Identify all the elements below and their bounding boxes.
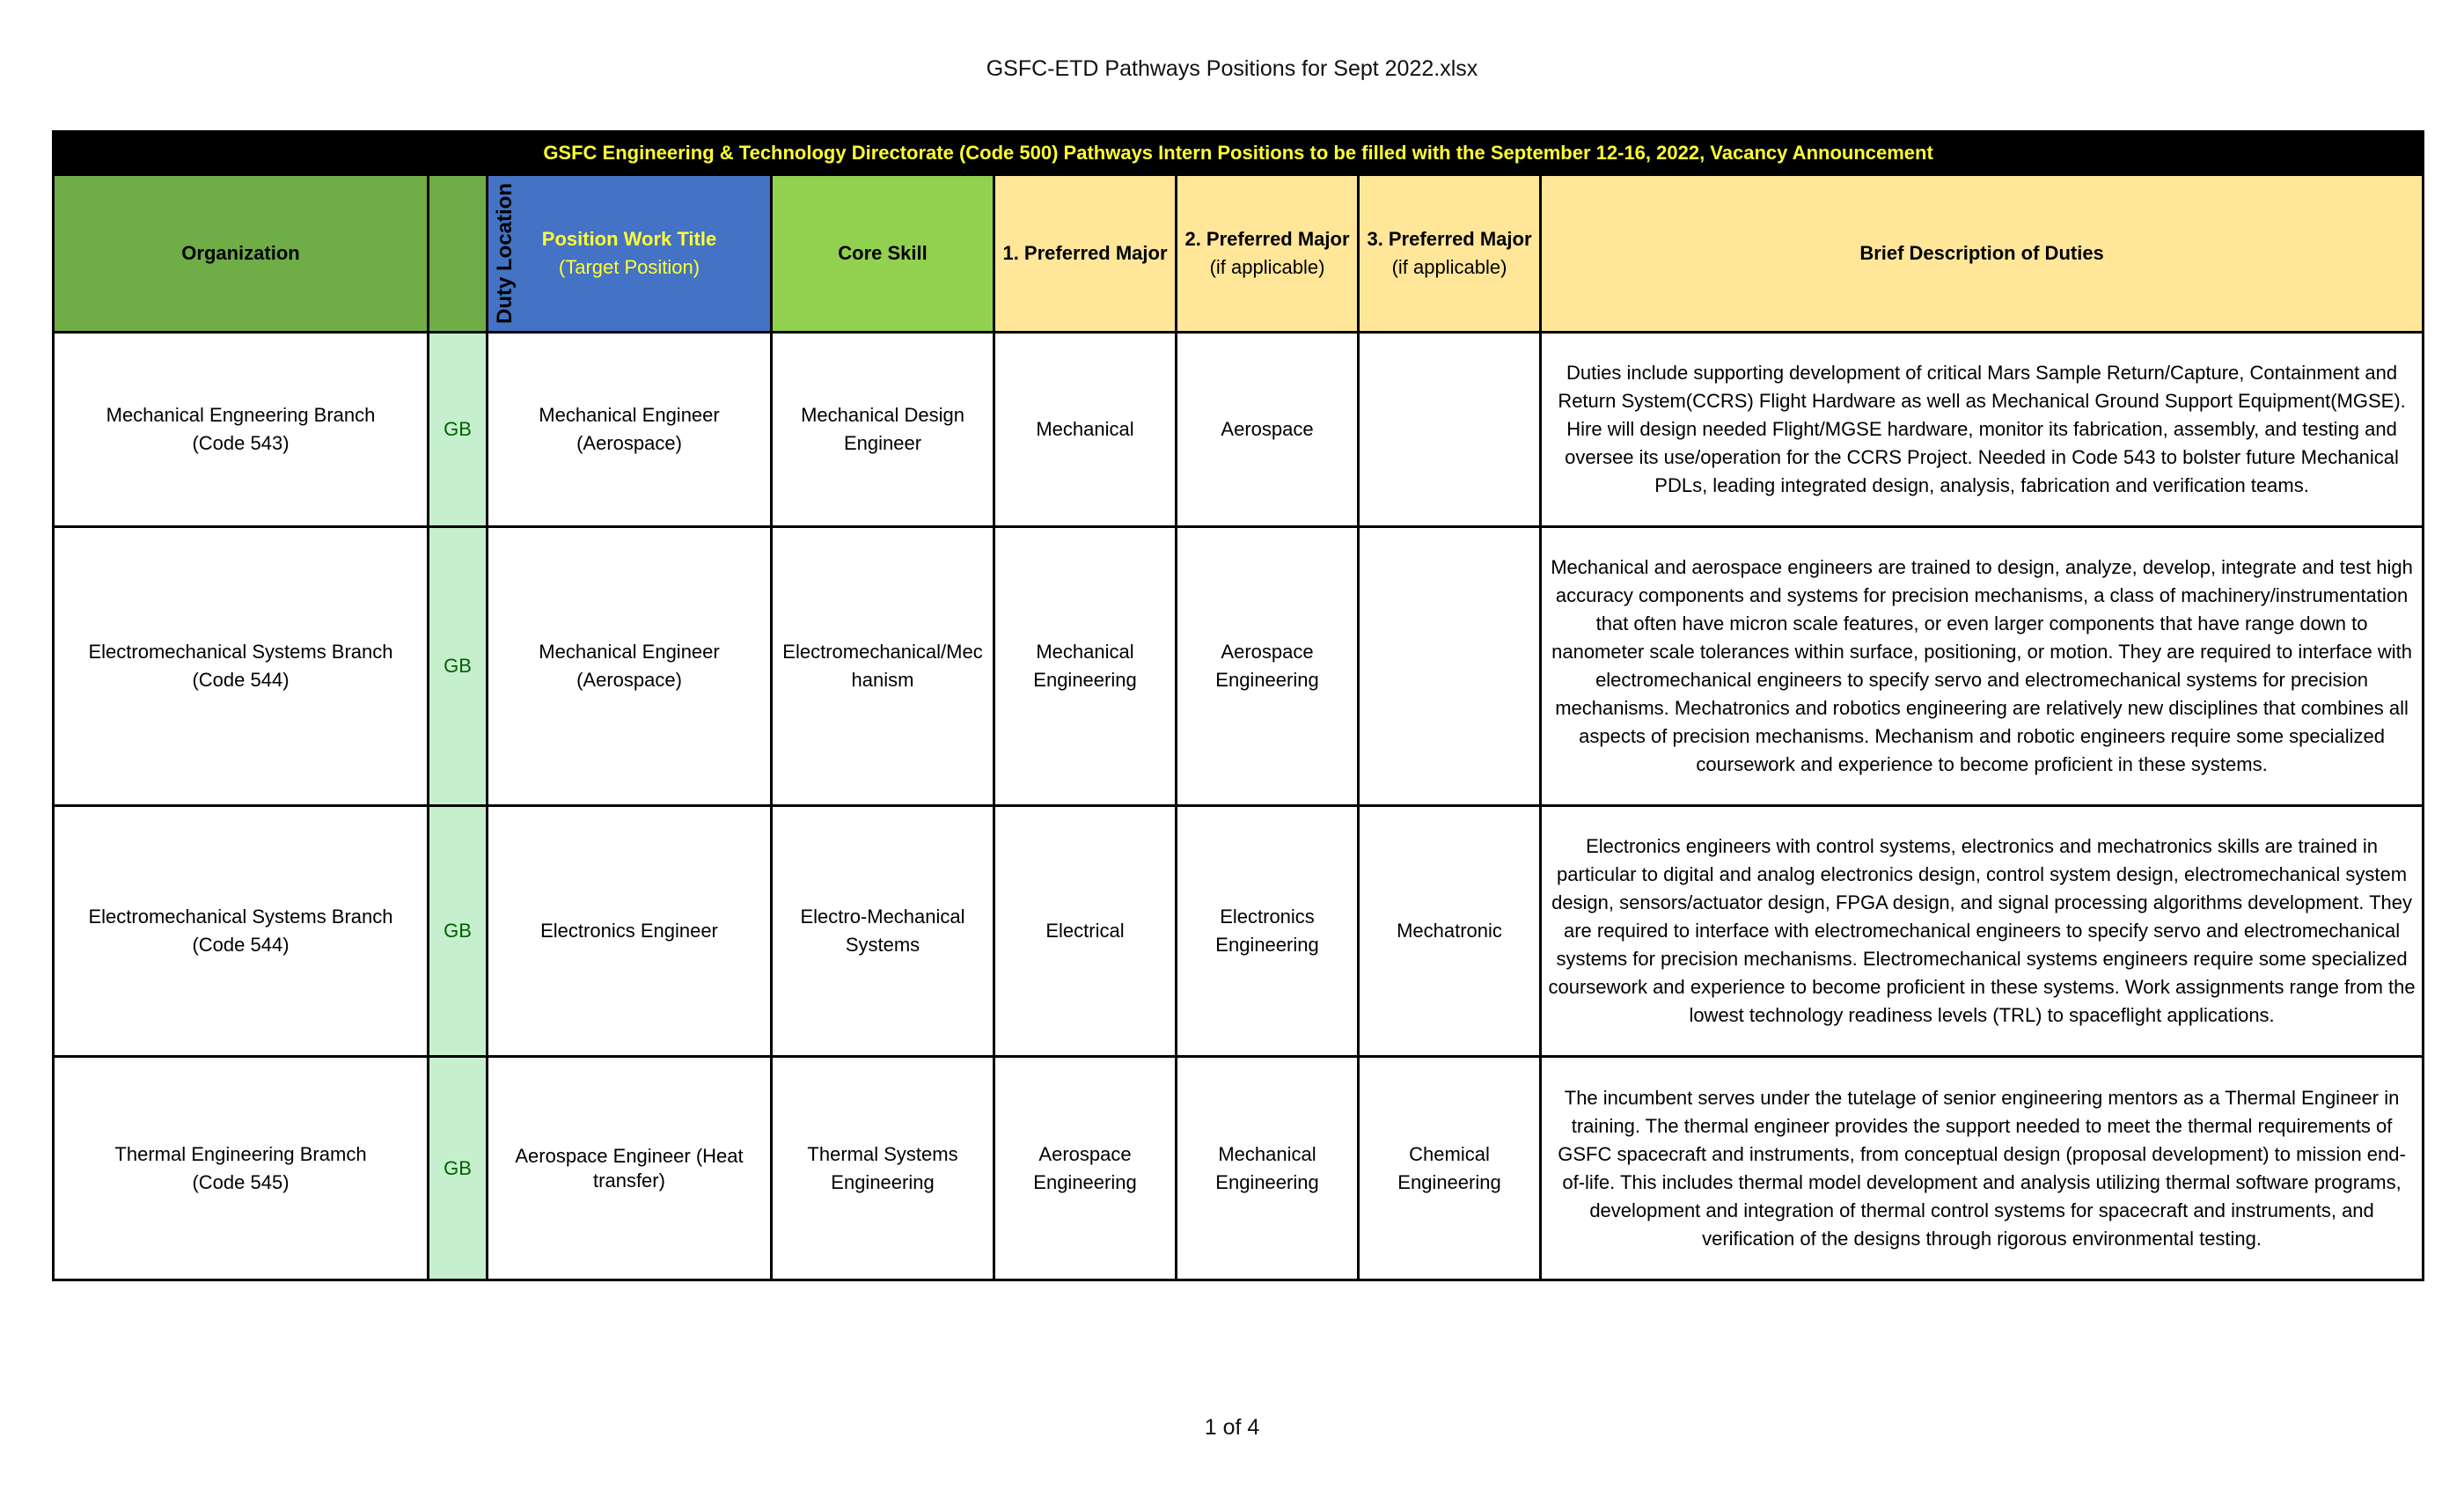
header-major-2-sub: (if applicable) xyxy=(1209,256,1325,278)
header-major-2-label: 2. Preferred Major xyxy=(1184,228,1350,250)
core-skill: Electro-Mechanical xyxy=(800,906,965,928)
cell-major-2 xyxy=(1177,1057,1359,1280)
org-code: (Code 544) xyxy=(192,669,290,691)
header-row xyxy=(54,175,2424,333)
header-position-subtitle: (Target Position) xyxy=(558,256,700,278)
cell-organization xyxy=(54,333,429,527)
cell-major-1 xyxy=(994,333,1177,527)
cell-organization xyxy=(54,1057,429,1280)
major-1-sub: Engineering xyxy=(1033,1170,1137,1193)
header-major-3-sub: (if applicable) xyxy=(1391,256,1507,278)
cell-major-3 xyxy=(1359,333,1541,527)
table-banner: GSFC Engineering & Technology Directorate (Code 500) Pathways Intern Positions to be filled with the September 12-16, 2022, Vacancy Announcement xyxy=(54,132,2424,175)
table-row xyxy=(54,527,2424,806)
position-title: Mechanical Engineer xyxy=(539,641,720,663)
org-name: Electromechanical Systems Branch xyxy=(88,641,393,663)
cell-major-3 xyxy=(1359,527,1541,806)
core-skill: Mechanical Design xyxy=(801,404,964,426)
org-code: (Code 545) xyxy=(192,1170,290,1193)
major-1-sub: Engineering xyxy=(1033,669,1137,691)
cell-duty-location: GB xyxy=(429,1057,488,1280)
cell-description: Electronics engineers with control systems, electronics and mechatronics skills are trained in particular to digital and analog electronics design, control system design, electromechanical system design, sensors/actuator design, FPGA design, and signal processing algorithms development. They are required to interface with electromechanical engineers to specify servo and electromechanical systems for precision mechanisms. Electromechanical systems engineers require some specialized coursework and experience to become proficient in these systems. Work assignments range from the lowest technology readiness levels (TRL) to spaceflight applications. xyxy=(1541,806,2424,1057)
major-3: Mechatronic xyxy=(1397,920,1502,942)
document-title: GSFC-ETD Pathways Positions for Sept 2022.xlsx xyxy=(986,56,1478,81)
page-number: 1 of 4 xyxy=(1204,1415,1260,1440)
header-description: Brief Description of Duties xyxy=(1541,175,2424,333)
major-2: Mechanical xyxy=(1218,1142,1316,1165)
cell-major-2 xyxy=(1177,527,1359,806)
header-major-3-label: 3. Preferred Major xyxy=(1367,228,1532,250)
major-2: Aerospace xyxy=(1221,641,1314,663)
cell-major-2 xyxy=(1177,333,1359,527)
cell-major-2 xyxy=(1177,806,1359,1057)
org-name: Mechanical Engneering Branch xyxy=(106,404,376,426)
cell-duty-location: GB xyxy=(429,806,488,1057)
header-major-3 xyxy=(1359,175,1541,333)
core-skill: Electromechanical/Mec xyxy=(782,641,983,663)
major-2: Electronics xyxy=(1220,906,1315,928)
core-skill-sub: hanism xyxy=(851,669,914,691)
table-row xyxy=(54,333,2424,527)
position-title: Electronics Engineer xyxy=(540,920,718,942)
core-skill-sub: Engineer xyxy=(843,432,922,454)
core-skill-sub: Systems xyxy=(845,934,920,956)
header-duty-location-label: Duty Location xyxy=(493,183,517,324)
cell-organization xyxy=(54,527,429,806)
major-2-sub: Engineering xyxy=(1215,669,1319,691)
major-1: Electrical xyxy=(1045,920,1125,942)
cell-major-3 xyxy=(1359,806,1541,1057)
positions-table xyxy=(52,130,2424,1281)
org-code: (Code 544) xyxy=(192,934,290,956)
cell-core-skill xyxy=(772,1057,994,1280)
cell-major-1 xyxy=(994,527,1177,806)
major-1: Aerospace xyxy=(1038,1142,1132,1165)
major-1: Mechanical xyxy=(1036,418,1134,440)
cell-description: Mechanical and aerospace engineers are trained to design, analyze, develop, integrate and test high accuracy components and systems for precision mechanisms, a class of machinery/instrumentation that often have micron scale features, or even larger components that have range down to nanometer scale tolerances within surface, positioning, or motion. They are required to interface with electromechanical engineers to specify servo and electromechanical systems for precision mechanisms. Mechatronics and robotics engineering are relatively new disciplines that combines all aspects of precision mechanisms. Mechanism and robotic engineers require some specialized coursework and experience to become proficient in these systems. xyxy=(1541,527,2424,806)
major-2-sub: Engineering xyxy=(1215,1170,1319,1193)
major-1: Mechanical xyxy=(1036,641,1134,663)
cell-position xyxy=(488,806,772,1057)
header-duty-location xyxy=(429,175,517,333)
major-2: Aerospace xyxy=(1221,418,1314,440)
cell-description: Duties include supporting development of critical Mars Sample Return/Capture, Containment and Return System(CCRS) Flight Hardware as well as Mechanical Ground Support Equipment(MGSE). Hire will design needed Flight/MGSE hardware, monitor its fabrication, assembly, and testing and oversee its use/operation for the CCRS Project. Needed in Code 543 to bolster future Mechanical PDLs, leading integrated design, analysis, fabrication and verification teams. xyxy=(1541,333,2424,527)
cell-description: The incumbent serves under the tutelage of senior engineering mentors as a Thermal Engineer in training. The thermal engineer provides the support needed to meet the thermal requirements of GSFC spacecraft and instruments, from conceptual design (proposal development) to mission end-of-life. This includes thermal model development and analysis utilizing thermal software programs, development and integration of thermal control systems for spacecraft and instruments, and verification of the designs through rigorous environmental testing. xyxy=(1541,1057,2424,1280)
cell-position xyxy=(488,527,772,806)
cell-duty-location: GB xyxy=(429,527,488,806)
position-title: Aerospace Engineer (Heat xyxy=(515,1144,744,1167)
major-3: Chemical xyxy=(1409,1142,1490,1165)
header-organization: Organization xyxy=(54,175,429,333)
cell-major-3 xyxy=(1359,1057,1541,1280)
position-title: Mechanical Engineer xyxy=(539,404,720,426)
cell-core-skill xyxy=(772,333,994,527)
org-code: (Code 543) xyxy=(192,432,290,454)
major-3-sub: Engineering xyxy=(1397,1170,1501,1193)
core-skill: Thermal Systems xyxy=(807,1142,958,1165)
cell-major-1 xyxy=(994,1057,1177,1280)
position-sub: transfer) xyxy=(593,1169,665,1192)
cell-major-1 xyxy=(994,806,1177,1057)
cell-duty-location: GB xyxy=(429,333,488,527)
org-name: Thermal Engineering Bramch xyxy=(114,1142,367,1165)
cell-position xyxy=(488,1057,772,1280)
table-row xyxy=(54,1057,2424,1280)
cell-organization xyxy=(54,806,429,1057)
cell-core-skill xyxy=(772,806,994,1057)
table-row xyxy=(54,806,2424,1057)
position-sub: (Aerospace) xyxy=(576,432,682,454)
cell-position xyxy=(488,333,772,527)
org-name: Electromechanical Systems Branch xyxy=(88,906,393,928)
header-major-1: 1. Preferred Major xyxy=(994,175,1177,333)
header-position-title xyxy=(488,175,772,333)
position-sub: (Aerospace) xyxy=(576,669,682,691)
header-position-title-label: Position Work Title xyxy=(541,228,717,250)
cell-core-skill xyxy=(772,527,994,806)
header-core-skill: Core Skill xyxy=(772,175,994,333)
major-2-sub: Engineering xyxy=(1215,934,1319,956)
core-skill-sub: Engineering xyxy=(831,1170,935,1193)
header-major-2 xyxy=(1177,175,1359,333)
